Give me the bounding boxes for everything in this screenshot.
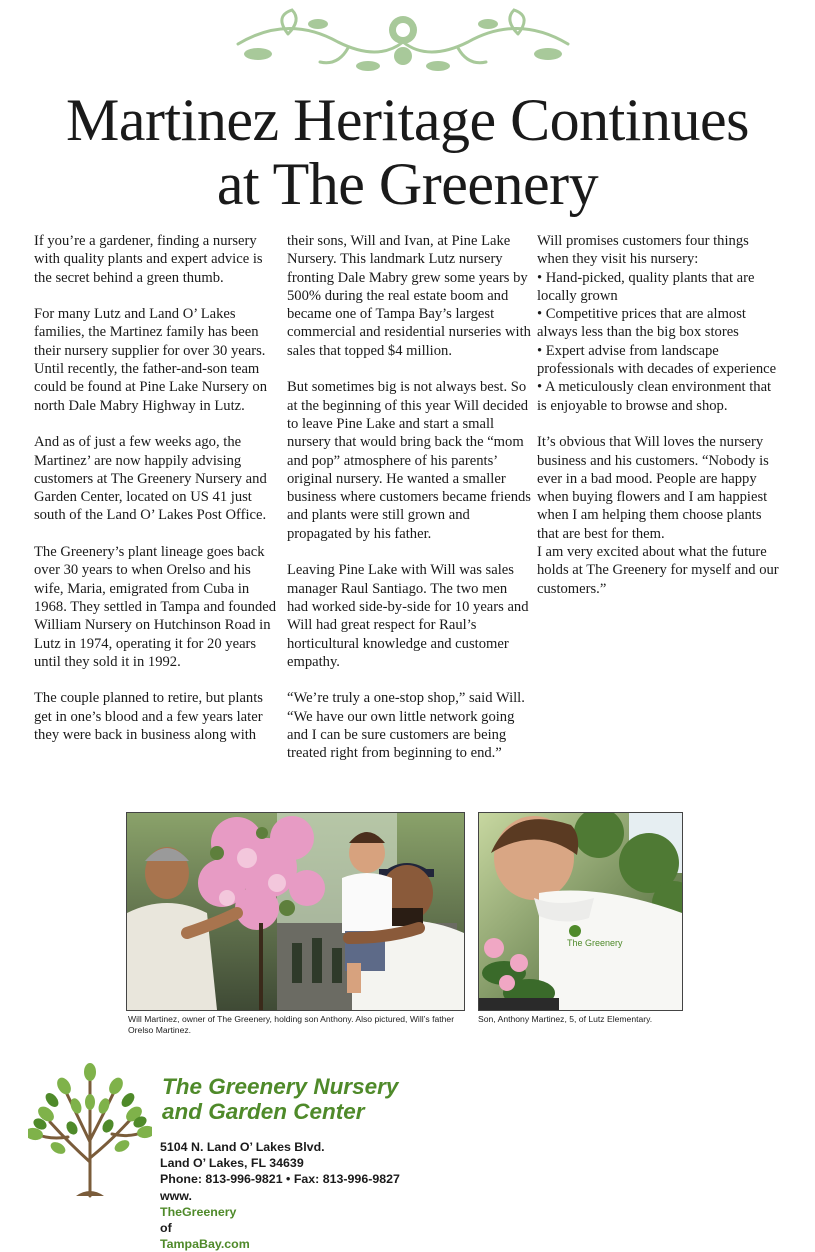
bullet-item: • A meticulously clean environment that is enjoyable to browse and shop. — [537, 379, 772, 414]
article-column-2 — [287, 232, 531, 781]
paragraph-text: It’s obvious that Will loves the nursery business and his customers. “Nobody is ever in a bad mood. People are happy when buying flowers and I am happiest when I am helping them choose plants that are best for them. — [537, 434, 769, 542]
business-name-line-2: and Garden Center — [162, 1099, 365, 1124]
article-column-3 — [537, 232, 781, 598]
web-brand: TheGreenery — [160, 1204, 237, 1219]
photo-caption-2: Son, Anthony Martinez, 5, of Lutz Elementary. — [478, 1014, 653, 1024]
paragraph-text: I am very excited about what the future holds at The Greenery for myself and our customers.” — [537, 544, 779, 597]
article-headline — [0, 88, 815, 216]
headline-line-1: Martinez Heritage Continues — [66, 87, 749, 153]
paragraph: If you’re a gardener, finding a nursery with quality plants and expert advice is the secret behind a green thumb. — [34, 233, 263, 286]
headline-line-2: at The Greenery — [216, 151, 599, 217]
photo-anthony-plants — [478, 812, 683, 1011]
business-name — [162, 1074, 398, 1124]
nursery-photo-illustration — [127, 813, 464, 1010]
floral-flourish-icon — [228, 4, 578, 80]
business-contact — [160, 1139, 400, 1252]
paragraph: The Greenery’s plant lineage goes back over 30 years to when Orelso and his wife, Maria, emigrated from Cuba in 1968. They settled in Tampa and founded William Nursery on Hutchinson Road in Lutz in 1974, operating it for 20 years until they sold it in 1992. — [34, 544, 277, 670]
bullet-item: • Competitive prices that are almost always less than the big box stores — [537, 306, 746, 341]
bullet-item: • Expert advise from landscape professionals with decades of experience — [537, 342, 777, 378]
web-tail: TampaBay.com — [160, 1237, 250, 1252]
bullet-item: • Hand-picked, quality plants that are locally grown — [537, 269, 755, 304]
article-column-1 — [34, 232, 278, 763]
paragraph: Leaving Pine Lake with Will was sales manager Raul Santiago. The two men had worked side-by-side for 10 years and Will had great respect for Raul’s horticultural knowledge and customer empathy. — [287, 562, 529, 670]
website-link[interactable] — [160, 1188, 400, 1252]
paragraph: their sons, Will and Ivan, at Pine Lake Nursery. This landmark Lutz nursery fronting Dale Mabry grew some years by 500% during the real estate boom and became one of Tampa Bay’s largest commercial and residential nurseries with sales that topped $4 million. — [287, 233, 531, 359]
web-prefix: www. — [160, 1188, 192, 1203]
address-line-2: Land O’ Lakes, FL 34639 — [160, 1156, 304, 1171]
web-mid: of — [160, 1221, 172, 1236]
shirt-logo-text: The Greenery — [567, 938, 623, 948]
paragraph — [537, 433, 781, 598]
bullet-intro: Will promises customers four things when they visit his nursery: — [537, 233, 749, 268]
boy-photo-illustration — [479, 813, 682, 1010]
paragraph: “We’re truly a one-stop shop,” said Will. “We have our own little network going and I can be sure customers are being treated right from beginning to end.” — [287, 690, 525, 762]
paragraph — [537, 232, 781, 415]
photo-will-anthony-orelso — [126, 812, 465, 1011]
paragraph: For many Lutz and Land O’ Lakes families, the Martinez family has been their nursery supplier for over 30 years. Until recently, the father-and-son team could be found at Pine Lake Nursery on north Dale Mabry Highway in Lutz. — [34, 306, 268, 414]
phone-fax: Phone: 813-996-9821 • Fax: 813-996-9827 — [160, 1172, 400, 1187]
address-line-1: 5104 N. Land O’ Lakes Blvd. — [160, 1140, 325, 1154]
tree-logo-icon — [28, 1062, 152, 1198]
business-name-line-1: The Greenery Nursery — [162, 1074, 399, 1099]
photo-caption-1: Will Martinez, owner of The Greenery, holding son Anthony. Also pictured, Will’s father Orelso Martinez. — [128, 1014, 455, 1035]
paragraph: And as of just a few weeks ago, the Martinez’ are now happily advising customers at The Greenery Nursery and Garden Center, located on US 41 just south of the Land O’ Lakes Post Office. — [34, 434, 267, 524]
paragraph: But sometimes big is not always best. So at the beginning of this year Will decided to leave Pine Lake and start a small nursery that would bring back the “mom and pop” atmosphere of his parents’ original nursery. He wanted a smaller business where customers became friends and plants were still grown and propagated by his father. — [287, 379, 531, 542]
paragraph: The couple planned to retire, but plants get in one’s blood and a few years later they were back in business along with — [34, 690, 263, 744]
